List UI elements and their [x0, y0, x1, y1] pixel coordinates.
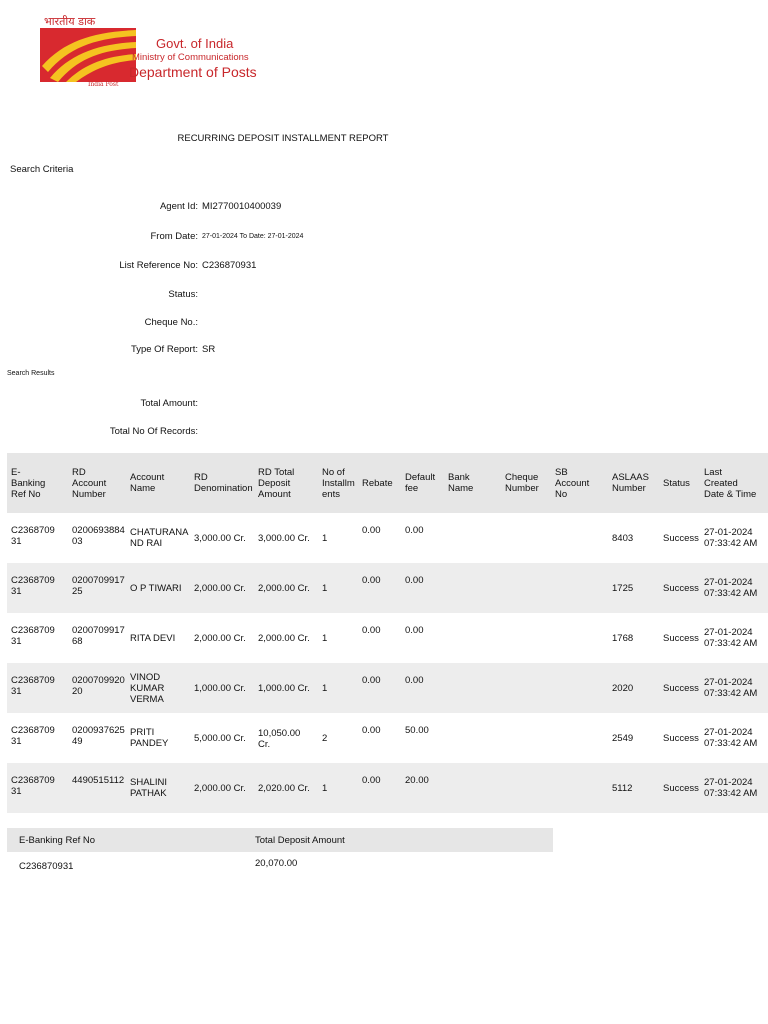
cell-status: Success	[659, 763, 700, 813]
cell-bank	[444, 663, 501, 713]
cell-rebate: 0.00	[362, 625, 381, 636]
cell-rebate: 0.00	[362, 725, 381, 736]
col-account-name: Account Name	[126, 453, 190, 513]
table-row	[7, 613, 768, 663]
cell-account: 0200709917 25	[68, 563, 126, 613]
total-records-row	[0, 426, 520, 440]
col-total-deposit: RD Total Deposit Amount	[254, 453, 318, 513]
criteria-status	[0, 289, 520, 303]
cell-cheque	[501, 713, 551, 763]
cell-created: 27-01-2024 07:33:42 AM	[704, 527, 758, 549]
list-reference-value: C236870931	[202, 260, 257, 271]
col-created: Last Created Date & Time	[700, 453, 768, 513]
cell-ref: C2368709 31	[11, 725, 55, 747]
cell-account: 0200709920 20	[68, 663, 126, 713]
criteria-agent-id	[0, 201, 520, 215]
report-type-value: SR	[202, 344, 216, 355]
cheque-label: Cheque No.:	[144, 317, 198, 328]
cell-bank	[444, 713, 501, 763]
cell-sb	[551, 713, 608, 763]
cell-status: Success	[663, 532, 699, 544]
cell-fee: 0.00	[401, 663, 444, 713]
cell-aslaas: 1768	[612, 632, 634, 644]
total-records-label: Total No Of Records:	[109, 426, 198, 437]
cell-sb	[551, 663, 608, 713]
cell-name: CHATURANA ND RAI	[130, 527, 189, 549]
cell-sb	[551, 763, 608, 813]
cell-bank	[444, 513, 501, 563]
summary-amount-header: Total Deposit Amount	[251, 828, 553, 852]
cell-total: 1,000.00 Cr.	[254, 663, 318, 713]
cell-denom: 2,000.00 Cr.	[190, 763, 254, 813]
cell-ref: C2368709 31	[11, 625, 55, 647]
criteria-cheque	[0, 317, 520, 331]
table-row	[7, 713, 768, 763]
col-ref-no: E- Banking Ref No	[7, 453, 68, 513]
summary-ref-header: E-Banking Ref No	[7, 828, 251, 852]
cell-denom: 3,000.00 Cr.	[194, 532, 246, 544]
table-row	[7, 763, 768, 813]
col-sb-account: SB Account No	[551, 453, 608, 513]
cell-total: 2,000.00 Cr.	[258, 632, 310, 644]
criteria-report-type	[0, 344, 520, 358]
col-rd-account: RD Account Number	[68, 453, 126, 513]
logo-ministry: Ministry of Communications	[132, 52, 249, 63]
report-type-label: Type Of Report:	[130, 344, 198, 355]
cell-installments: 1	[322, 532, 328, 544]
cell-fee: 0.00	[401, 563, 444, 613]
from-date-label: From Date:	[150, 231, 198, 242]
cell-installments: 1	[318, 563, 358, 613]
cell-fee: 0.00	[405, 625, 424, 636]
search-criteria-heading: Search Criteria	[10, 164, 74, 175]
agent-id-label: Agent Id:	[159, 201, 198, 212]
cell-total: 2,020.00 Cr.	[254, 763, 318, 813]
cell-bank	[444, 563, 501, 613]
summary-ref-value: C236870931	[19, 861, 74, 872]
col-rebate: Rebate	[358, 453, 401, 513]
cell-aslaas: 2549	[612, 732, 634, 744]
cell-cheque	[501, 513, 551, 563]
installment-results-table	[7, 453, 768, 813]
cell-fee: 20.00	[401, 763, 444, 813]
cell-cheque	[501, 663, 551, 713]
total-amount-row	[0, 398, 520, 412]
report-title: RECURRING DEPOSIT INSTALLMENT REPORT	[177, 133, 389, 144]
cell-account: 0200709917 68	[72, 625, 125, 647]
cell-aslaas: 8403	[612, 532, 634, 544]
agent-id-value: MI2770010400039	[202, 201, 282, 212]
cell-name: PRITI PANDEY	[130, 727, 169, 749]
cell-total: 2,000.00 Cr.	[254, 563, 318, 613]
table-row	[7, 513, 768, 563]
col-status: Status	[659, 453, 700, 513]
cell-ref: C2368709 31	[7, 563, 68, 613]
cell-bank	[444, 763, 501, 813]
col-default-fee: Default fee	[401, 453, 444, 513]
cell-ref: C2368709 31	[7, 763, 68, 813]
summary-table	[7, 828, 553, 880]
cell-installments: 2	[322, 733, 328, 744]
cell-cheque	[501, 613, 551, 663]
cell-created: 27-01-2024 07:33:42 AM	[700, 663, 768, 713]
cell-name: O P TIWARI	[126, 563, 190, 613]
col-cheque-number: Cheque Number	[501, 453, 551, 513]
summary-header-row	[7, 828, 553, 852]
date-range-value: 27-01-2024 To Date: 27-01-2024	[202, 233, 304, 240]
logo-hindi-text: भारतीय डाक	[44, 15, 96, 28]
india-post-emblem-icon	[40, 28, 136, 82]
cell-sb	[551, 613, 608, 663]
table-row	[7, 563, 768, 613]
cell-total: 3,000.00 Cr.	[258, 532, 310, 544]
cell-status: Success	[659, 563, 700, 613]
cell-ref: C2368709 31	[11, 525, 55, 547]
cell-total: 10,050.00 Cr.	[258, 728, 301, 750]
department-of-posts-logo	[24, 14, 264, 92]
cell-created: 27-01-2024 07:33:42 AM	[700, 563, 768, 613]
col-installments: No of Installm ents	[318, 453, 358, 513]
summary-amount-value: 20,070.00	[255, 858, 298, 869]
table-header-row	[7, 453, 768, 513]
cell-cheque	[501, 563, 551, 613]
cell-account: 0200937625 49	[72, 725, 125, 747]
col-bank-name: Bank Name	[444, 453, 501, 513]
cell-aslaas: 5112	[608, 763, 659, 813]
cell-created: 27-01-2024 07:33:42 AM	[704, 627, 758, 649]
cell-installments: 1	[322, 632, 328, 644]
cell-sb	[551, 563, 608, 613]
cell-name: RITA DEVI	[130, 632, 176, 644]
cell-rebate: 0.00	[358, 763, 401, 813]
cell-rebate: 0.00	[358, 663, 401, 713]
cell-denom: 5,000.00 Cr.	[194, 732, 246, 744]
logo-govt-of-india: Govt. of India	[156, 36, 234, 51]
cell-cheque	[501, 763, 551, 813]
cell-status: Success	[663, 732, 699, 744]
cell-denom: 2,000.00 Cr.	[194, 632, 246, 644]
criteria-list-reference	[0, 260, 520, 274]
logo-caption: India Post	[88, 81, 119, 88]
cell-account: 4490515112	[68, 763, 126, 813]
cell-bank	[444, 613, 501, 663]
cell-aslaas: 1725	[608, 563, 659, 613]
cell-sb	[551, 513, 608, 563]
cell-status: Success	[663, 632, 699, 644]
cell-rebate: 0.00	[362, 525, 381, 536]
cell-fee: 0.00	[405, 525, 424, 536]
col-rd-denomination: RD Denomination	[190, 453, 254, 513]
cell-name: VINOD KUMAR VERMA	[126, 663, 190, 713]
cell-status: Success	[659, 663, 700, 713]
search-results-heading: Search Results	[7, 370, 55, 377]
col-aslaas: ASLAAS Number	[608, 453, 659, 513]
india-post-emblem	[40, 28, 136, 82]
list-reference-label: List Reference No:	[119, 260, 198, 271]
cell-fee: 50.00	[405, 725, 429, 736]
cell-denom: 2,000.00 Cr.	[190, 563, 254, 613]
cell-rebate: 0.00	[358, 563, 401, 613]
table-row	[7, 663, 768, 713]
cell-installments: 1	[318, 663, 358, 713]
cell-aslaas: 2020	[608, 663, 659, 713]
cell-installments: 1	[318, 763, 358, 813]
logo-department: Department of Posts	[129, 64, 257, 80]
cell-ref: C2368709 31	[7, 663, 68, 713]
cell-created: 27-01-2024 07:33:42 AM	[704, 727, 758, 749]
cell-created: 27-01-2024 07:33:42 AM	[700, 763, 768, 813]
criteria-date-range	[0, 231, 520, 245]
total-amount-label: Total Amount:	[140, 398, 198, 409]
cell-name: SHALINI PATHAK	[126, 763, 190, 813]
cell-denom: 1,000.00 Cr.	[190, 663, 254, 713]
summary-row	[7, 852, 553, 880]
status-label: Status:	[168, 289, 198, 300]
cell-account: 0200693884 03	[72, 525, 125, 547]
